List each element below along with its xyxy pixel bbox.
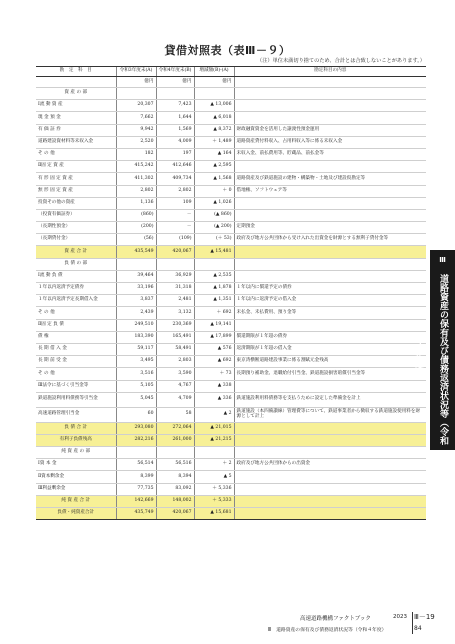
row-description [234,422,426,434]
row-label: 現 金 預 金 [36,112,116,124]
value-r4: 31,318 [156,283,194,295]
table-row [36,483,426,495]
value-diff: ▲ 21,215 [194,434,234,446]
table-row [36,222,426,234]
table-header-row [36,67,426,77]
row-description: 償還期限が１年超の債券 [234,331,426,343]
value-r3: 7,662 [116,112,156,124]
value-r4: 36,929 [156,270,194,282]
table-row [36,283,426,295]
row-label: 無 形 固 定 資 産 [36,185,116,197]
table-row [36,422,426,434]
value-r3 [116,88,156,100]
table-row [36,392,426,407]
value-diff: ＋ 0 [194,185,234,197]
header-item: 勘 定 科 目 [36,67,116,77]
value-r3: 20,307 [116,100,156,112]
value-diff: (▲ 860) [194,209,234,221]
row-label: 投資その他の資産 [36,197,116,209]
value-diff: ▲ 2,595 [194,161,234,173]
table-row [36,234,426,246]
value-diff: ＋ 5,336 [194,483,234,495]
value-diff: (＋ 53) [194,234,234,246]
value-diff: ▲ 8,372 [194,124,234,136]
table-row [36,197,426,209]
row-label: 債 権 [36,331,116,343]
row-description: １年以内に償還予定の債券 [234,283,426,295]
value-diff [194,258,234,270]
header-r3: 令和3年度末(A) [116,67,156,77]
table-row [36,495,426,507]
row-label: 負 債 の 部 [36,258,116,270]
balance-sheet-table [36,66,426,520]
row-label: Ⅲ利益剰余金 [36,483,116,495]
row-label: Ⅱ固 定 資 産 [36,161,116,173]
value-diff: ▲ 1,351 [194,295,234,307]
value-diff: ＋ 2 [194,459,234,471]
table-row [36,161,426,173]
row-description: 返済期限が１年超の借入金 [234,343,426,355]
row-label: （投資有価証券） [36,209,116,221]
row-description: 未払金、未払費用、預り金等 [234,307,426,319]
value-r4: 230,369 [156,319,194,331]
value-r4: 2,803 [156,356,194,368]
value-r4: 1,569 [156,124,194,136]
row-description [234,209,426,221]
table-row [36,471,426,483]
value-r4: 148,002 [156,495,194,507]
row-label: Ⅲ法令に基づく引当金等 [36,380,116,392]
row-label: 純 資 産 合 計 [36,495,116,507]
value-r4: 4,767 [156,380,194,392]
row-description [234,319,426,331]
row-description [234,495,426,507]
value-diff [194,88,234,100]
value-r4: 409,734 [156,173,194,185]
value-diff: ▲ 17,899 [194,331,234,343]
row-label: Ⅰ流 動 資 産 [36,100,116,112]
value-r4: 58 [156,407,194,422]
value-diff: ＋ 5,333 [194,495,234,507]
row-description [234,508,426,520]
row-description [234,197,426,209]
row-label: そ の 他 [36,148,116,160]
value-r4: － [156,222,194,234]
value-r3: (860) [116,209,156,221]
value-r3 [116,258,156,270]
header-diff: 増減額(B)-(A) [194,67,234,77]
row-label: Ⅰ資 本 金 [36,459,116,471]
value-r3: 3,495 [116,356,156,368]
table-row [36,434,426,446]
value-diff: ＋ 692 [194,307,234,319]
value-r3: 56,514 [116,459,156,471]
value-r3: 411,302 [116,173,156,185]
value-r4: 261,000 [156,434,194,446]
value-r4: 109 [156,197,194,209]
value-r3: 60 [116,407,156,422]
table-row [36,343,426,355]
value-r4: 4,009 [156,136,194,148]
row-label: Ⅰ流 動 負 債 [36,270,116,282]
row-label: １年以内返済予定債券 [36,283,116,295]
value-r3: 59,117 [116,343,156,355]
row-label: 資 産 合 計 [36,246,116,258]
value-r3: 183,390 [116,331,156,343]
value-r4: 412,646 [156,161,194,173]
value-r4: － [156,209,194,221]
table-row [36,100,426,112]
unit-diff: 億円 [194,77,234,88]
value-r3: 77,735 [116,483,156,495]
row-description [234,161,426,173]
row-label: そ の 他 [36,307,116,319]
chapter-side-title: 道路資産の保有及び債務返済状況等（令和４年度） [413,274,448,445]
row-description: 財政融資資金を活用した譲渡性預金運用 [234,124,426,136]
value-r3: 39,464 [116,270,156,282]
value-diff: ▲ 1,026 [194,197,234,209]
row-label: （長期性預金） [36,222,116,234]
value-r3: 415,242 [116,161,156,173]
table-row [36,124,426,136]
footer-page-number: 84 [414,625,422,632]
row-description: 定期預金 [234,222,426,234]
row-description [234,100,426,112]
value-r4: 197 [156,148,194,160]
value-r4: 1,644 [156,112,194,124]
table-row [36,136,426,148]
table-row [36,295,426,307]
footer-chapter: Ⅲ 道路資産の保有及び債務返済状況等（令和４年度） [268,628,387,633]
table-row [36,148,426,160]
row-label: 有 価 証 券 [36,124,116,136]
value-r4: 8,394 [156,471,194,483]
row-label: 高速道路管理引当金 [36,407,116,422]
table-row [36,209,426,221]
row-description: 鉄道施設利用料債務等を支払うために設定した準備金を計上 [234,392,426,407]
value-r4: 2,802 [156,185,194,197]
footer-divider [412,612,413,634]
value-diff: ▲ 2 [194,407,234,422]
chapter-number: Ⅲ [439,256,446,264]
table-row [36,185,426,197]
row-description: １年以内に返済予定の借入金 [234,295,426,307]
value-diff: ▲ 336 [194,392,234,407]
value-diff: ＋ 1,489 [194,136,234,148]
row-description [234,471,426,483]
value-r4: 4,709 [156,392,194,407]
value-r4 [156,88,194,100]
row-label: １年以内返済予定長期借入金 [36,295,116,307]
value-r4: 165,491 [156,331,194,343]
row-label: 長 期 前 受 金 [36,356,116,368]
value-r3: 3,516 [116,368,156,380]
value-r3: 5,045 [116,392,156,407]
table-row [36,173,426,185]
table-row [36,88,426,100]
row-label: Ⅱ資本剰余金 [36,471,116,483]
value-r3: 1,136 [116,197,156,209]
row-description [234,270,426,282]
table-row [36,459,426,471]
value-r3: 5,105 [116,380,156,392]
value-r4: 7,423 [156,100,194,112]
value-r4: (109) [156,234,194,246]
value-diff: ▲ 13,006 [194,100,234,112]
table-row [36,307,426,319]
value-r4: 420,067 [156,246,194,258]
value-r3: 8,399 [116,471,156,483]
page-title: 貸借対照表（表Ⅲ－９） [164,44,291,57]
table-row [36,331,426,343]
footer-year: 2023 [393,614,407,620]
unit-row [36,77,426,88]
row-description [234,447,426,459]
row-label: 資 産 の 部 [36,88,116,100]
value-r4: 83,092 [156,483,194,495]
row-description [234,380,426,392]
table-row [36,270,426,282]
value-diff: ▲ 5 [194,471,234,483]
value-r3: 33,196 [116,283,156,295]
row-description: 道路資産及び鉄道施設の建物・構築物・土地及び建設仮勘定等 [234,173,426,185]
row-label: （長期貸付金） [36,234,116,246]
value-r4: 2,481 [156,295,194,307]
value-r3: 2,520 [116,136,156,148]
row-label: 鉄道施設利用料債務等引当金 [36,392,116,407]
value-r3: (56) [116,234,156,246]
value-diff: ▲ 15,481 [194,246,234,258]
value-r3: 182 [116,148,156,160]
table-row [36,246,426,258]
table-row [36,356,426,368]
value-r4: 58,491 [156,343,194,355]
value-diff: ▲ 6,018 [194,112,234,124]
value-diff: ▲ 2,535 [194,270,234,282]
table-row [36,319,426,331]
value-diff: ▲ 164 [194,148,234,160]
value-r4: 272,064 [156,422,194,434]
table-row [36,380,426,392]
value-diff: ▲ 19,141 [194,319,234,331]
table-row [36,447,426,459]
unit-r4: 億円 [156,77,194,88]
table-row [36,407,426,422]
row-label: 負債・純資産合計 [36,508,116,520]
value-diff: ▲ 15,681 [194,508,234,520]
table-row [36,258,426,270]
value-r4: 3,132 [156,307,194,319]
row-description: 道路資産貸付料収入、占用料収入等に係る未収入金 [234,136,426,148]
value-r4: 3,590 [156,368,194,380]
unit-note: （注）単位未満切り捨てのため、合計とは合致しないことがあります。） [257,58,425,64]
value-r3: (200) [116,222,156,234]
row-label: 有 形 固 定 資 産 [36,173,116,185]
row-description [234,246,426,258]
row-description [234,258,426,270]
value-diff: ▲ 338 [194,380,234,392]
row-description: 鉄道施設（本四備讃線）管理費等について、鉄道事業者から徴収する鉄道施設使用料を財源として計上 [234,407,426,422]
value-r3: 2,439 [116,307,156,319]
value-r3: 2,802 [116,185,156,197]
value-diff: ＋ 73 [194,368,234,380]
row-description: 借地権、ソフトウェア等 [234,185,426,197]
row-description [234,112,426,124]
value-r3 [116,447,156,459]
value-r3: 293,080 [116,422,156,434]
value-r3: 282,216 [116,434,156,446]
row-description [234,88,426,100]
value-diff: ▲ 1,878 [194,283,234,295]
row-description [234,434,426,446]
row-label: 純 資 産 の 部 [36,447,116,459]
row-label: 道路建設資材料等未収入金 [36,136,116,148]
value-diff [194,447,234,459]
footer-page-ref: Ⅲ－19 [414,613,435,621]
value-r4 [156,447,194,459]
value-diff: (▲ 200) [194,222,234,234]
footer-book-title: 高速道路機構ファクトブック [300,616,371,622]
row-description [234,483,426,495]
header-content: 勘定科目の内容 [234,67,426,77]
value-r3: 9,942 [116,124,156,136]
chapter-side-tab [413,250,455,450]
table-row [36,368,426,380]
unit-r3: 億円 [116,77,156,88]
value-diff: ▲ 21,015 [194,422,234,434]
row-description: 東京湾横断道路建設事業に係る割賦元金残高 [234,356,426,368]
value-r3: 142,669 [116,495,156,507]
value-r3: 249,510 [116,319,156,331]
value-r4: 56,516 [156,459,194,471]
header-r4: 令和4年度末(B) [156,67,194,77]
value-r3: 435,749 [116,508,156,520]
value-r3: 3,837 [116,295,156,307]
value-diff: ▲ 692 [194,356,234,368]
row-description: 長期預り補助金、退職給付引当金、鉄道施設損害賠償引当金等 [234,368,426,380]
row-label: 有利子負債残高 [36,434,116,446]
row-description: 政府及び地方公共団体からの出資金 [234,459,426,471]
value-r4 [156,258,194,270]
value-diff: ▲ 1,568 [194,173,234,185]
value-diff: ▲ 576 [194,343,234,355]
value-r3: 435,549 [116,246,156,258]
row-label: 負 債 合 計 [36,422,116,434]
value-r4: 420,067 [156,508,194,520]
row-description: 政府及び地方公共団体から受け入れた出資金を財源とする無利子貸付金等 [234,234,426,246]
table-row [36,508,426,520]
row-label: そ の 他 [36,368,116,380]
table-row [36,112,426,124]
row-description: 未収入金、前払費用等、貯蔵品、前払金等 [234,148,426,160]
row-label: 長 期 借 入 金 [36,343,116,355]
row-label: Ⅱ固 定 負 債 [36,319,116,331]
